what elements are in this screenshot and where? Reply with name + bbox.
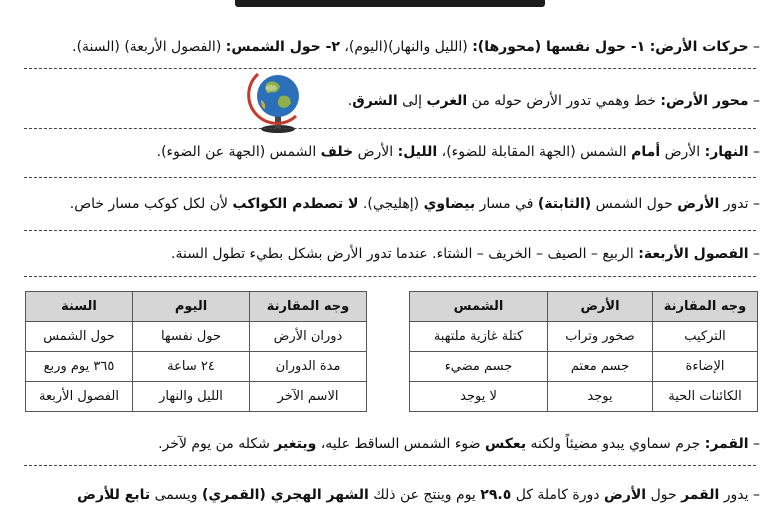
table-cell: الليل والنهار — [133, 382, 250, 412]
table-cell: التركيب — [653, 322, 758, 352]
reflects-word: يعكس — [484, 436, 527, 452]
rotation-label: ١- حول نفسها (محورها): — [472, 39, 646, 55]
day-year-table — [25, 291, 367, 412]
seasons-line — [15, 244, 760, 264]
table-cell: مدة الدوران — [250, 352, 367, 382]
table-cell: الكائنات الحية — [653, 382, 758, 412]
table-header: الشمس — [410, 292, 548, 322]
elliptical-word: بيضاوي — [423, 196, 476, 212]
table-header: السنة — [26, 292, 133, 322]
earth-word: الأرض — [664, 144, 701, 160]
table-row — [26, 322, 367, 352]
revolution-desc: (الفصول الأربعة) (السنة). — [72, 39, 222, 55]
day-title: النهار: — [704, 144, 749, 160]
revolution-label: ٢- حول الشمس: — [225, 39, 340, 55]
table-cell: دوران الأرض — [250, 322, 367, 352]
day-night-line — [15, 142, 760, 162]
table-cell: ٢٤ ساعة — [133, 352, 250, 382]
earth-axis-desc: خط وهمي تدور الأرض حوله من — [471, 93, 656, 109]
orbit-text: حول الشمس — [595, 196, 673, 212]
moon-line — [15, 434, 760, 454]
moon-orbit-text: دورة كاملة كل — [515, 487, 600, 503]
orbit-text: (إهليجي). — [362, 196, 420, 212]
period: . — [347, 93, 353, 109]
earth-word: الأرض — [677, 196, 720, 212]
table-cell: الفصول الأربعة — [26, 382, 133, 412]
east-word: الشرق — [352, 93, 398, 109]
table-row — [410, 322, 758, 352]
orbit-text: تدور — [723, 196, 749, 212]
seasons-title: الفصول الأربعة: — [638, 246, 749, 262]
orbit-text: في مسار — [479, 196, 534, 212]
dashed-divider — [24, 177, 756, 178]
seasons-desc: الربيع – الصيف – الخريف – الشتاء. عندما تدور الأرض بشكل بطيء تطول السنة. — [171, 246, 634, 262]
earth-sun-table — [409, 291, 758, 412]
table-cell: كتلة غازية ملتهبة — [410, 322, 548, 352]
table-row — [410, 352, 758, 382]
rotation-desc: (الليل والنهار)(اليوم)، — [344, 39, 468, 55]
earth-axis-title: محور الأرض: — [660, 93, 749, 109]
night-title: الليل: — [397, 144, 438, 160]
moon-desc: ضوء الشمس الساقط عليه، — [320, 436, 481, 452]
table-header: الأرض — [548, 292, 653, 322]
table-cell: الإضاءة — [653, 352, 758, 382]
table-cell: الاسم الآخر — [250, 382, 367, 412]
table-cell: يوجد — [548, 382, 653, 412]
table-cell: ٣٦٥ يوم وربع — [26, 352, 133, 382]
bullet-dash: – — [753, 487, 760, 503]
moon-desc: جرم سماوي يبدو مضيئاً ولكنه — [530, 436, 701, 452]
orbit-text: لأن لكل كوكب مسار خاص. — [69, 196, 229, 212]
bullet-dash: – — [753, 144, 760, 160]
bullet-dash: – — [753, 39, 760, 55]
orbit-line — [15, 194, 760, 214]
no-collision-text: لا تصطدم الكواكب — [232, 196, 359, 212]
title-bar-fragment — [235, 0, 545, 7]
moon-orbit-text: ويسمى — [154, 487, 198, 503]
dashed-divider — [24, 276, 756, 277]
changes-word: ويتغير — [274, 436, 317, 452]
west-word: الغرب — [426, 93, 468, 109]
table-row — [26, 352, 367, 382]
table-row — [26, 382, 367, 412]
behind-word: خلف — [320, 144, 354, 160]
moon-orbit-line — [15, 485, 760, 505]
lunar-month-text: الشهر الهجري (القمري) — [201, 487, 369, 503]
dashed-divider — [24, 128, 756, 129]
table-cell: حول نفسها — [133, 322, 250, 352]
table-header-row — [26, 292, 367, 322]
bullet-dash: – — [753, 196, 760, 212]
table-cell: صخور وتراب — [548, 322, 653, 352]
table-header-row — [410, 292, 758, 322]
to-word: إلى — [402, 93, 422, 109]
dashed-divider — [24, 230, 756, 231]
moon-desc: شكله من يوم لآخر. — [158, 436, 270, 452]
bullet-dash: – — [753, 436, 760, 452]
table-header: اليوم — [133, 292, 250, 322]
table-cell: جسم مضيء — [410, 352, 548, 382]
table-row — [410, 382, 758, 412]
night-desc: الشمس (الجهة عن الضوء). — [156, 144, 317, 160]
day-desc: الشمس (الجهة المقابلة للضوء)، — [441, 144, 627, 160]
earth-motions-line — [15, 37, 760, 57]
moon-title: القمر: — [704, 436, 749, 452]
days-number: ٢٩.٥ — [480, 487, 512, 503]
moon-orbit-text: يوم وينتج عن ذلك — [373, 487, 476, 503]
front-word: أمام — [631, 144, 661, 160]
earth-word: الأرض — [603, 487, 647, 503]
table-cell: جسم معتم — [548, 352, 653, 382]
bullet-dash: – — [753, 246, 760, 262]
dashed-divider — [24, 68, 756, 69]
moon-orbit-text: حول — [650, 487, 677, 503]
dashed-divider — [24, 465, 756, 466]
fixed-word: (الثابتة) — [537, 196, 592, 212]
moon-orbit-text: يدور — [723, 487, 749, 503]
follower-text: تابع للأرض — [77, 487, 151, 503]
table-header: وجه المقارنة — [653, 292, 758, 322]
table-cell: لا يوجد — [410, 382, 548, 412]
earth-motions-title: حركات الأرض: — [649, 39, 749, 55]
earth-word: الأرض — [357, 144, 394, 160]
table-header: وجه المقارنة — [250, 292, 367, 322]
bullet-dash: – — [753, 93, 760, 109]
moon-word: القمر — [681, 487, 720, 503]
table-cell: حول الشمس — [26, 322, 133, 352]
earth-axis-line — [15, 91, 760, 111]
